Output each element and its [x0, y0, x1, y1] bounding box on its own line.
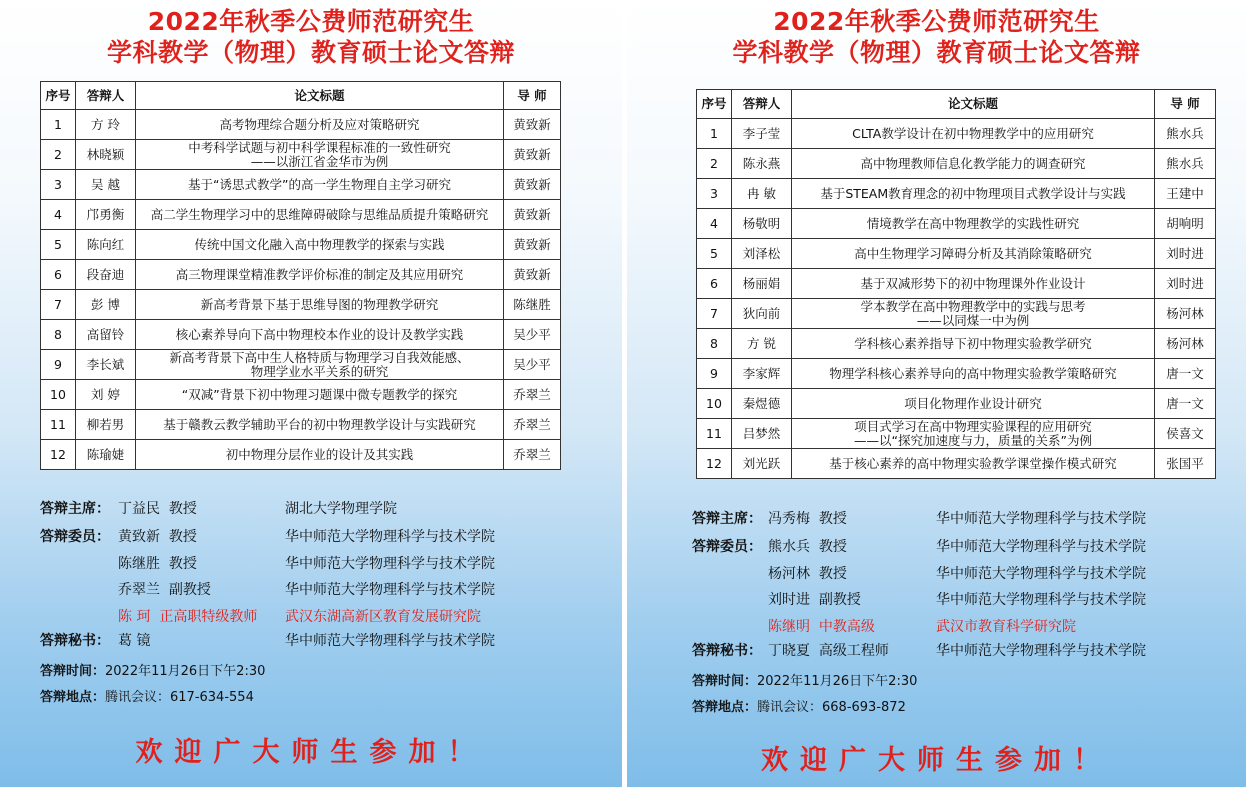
row-number: 11: [41, 410, 76, 440]
advisor-name: 黄致新: [504, 170, 561, 200]
row-number: 7: [41, 290, 76, 320]
member-title: 副教授: [818, 592, 861, 608]
member-name: 陈继胜: [118, 555, 160, 572]
candidate-name: 陈永燕: [732, 149, 792, 179]
advisor-name: 黄致新: [504, 260, 561, 290]
advisor-name: 黄致新: [504, 110, 561, 140]
advisor-name: 黄致新: [504, 230, 561, 260]
table-row: [697, 359, 1216, 389]
member-name-title: [118, 579, 211, 599]
thesis-title-line-1: “双减”背景下初中物理习题课中微专题教学的探究: [181, 386, 458, 402]
candidate-name: 陈向红: [76, 230, 136, 260]
table-row: [697, 269, 1216, 299]
table-body: [41, 110, 561, 470]
row-number: 11: [697, 419, 732, 449]
thesis-title-line-1: 初中物理分层作业的设计及其实践: [225, 446, 414, 462]
member-title: 教授: [168, 555, 197, 572]
secretary-name-title: [768, 640, 889, 660]
candidate-name: 吴 越: [76, 170, 136, 200]
title-line-1: 2022年秋季公费师范研究生: [147, 7, 475, 36]
welcome-text: 欢迎广大师生参加！: [761, 745, 1112, 776]
candidate-name: 吕梦然: [732, 419, 792, 449]
place-row: [692, 696, 906, 715]
member-institution: 华中师范大学物理科学与技术学院: [936, 539, 1146, 555]
place-row: [40, 686, 254, 705]
thesis-title: [136, 260, 504, 290]
table-row: [697, 149, 1216, 179]
candidate-name: 刘泽松: [732, 239, 792, 269]
row-number: 7: [697, 299, 732, 329]
thesis-title: [792, 359, 1155, 389]
time-value: 2022年11月26日下午2:30: [105, 664, 266, 679]
table-row: [41, 260, 561, 290]
thesis-title: [136, 110, 504, 140]
candidate-name: 刘 婷: [76, 380, 136, 410]
advisor-name: 杨河林: [1155, 329, 1216, 359]
member-name-title: [118, 526, 197, 546]
thesis-title-line-2: 物理学业水平关系的研究: [250, 363, 389, 379]
member-name: 黄致新: [118, 529, 160, 545]
advisor-name: 乔翠兰: [504, 440, 561, 470]
thesis-title: [136, 170, 504, 200]
title-line-1: 2022年秋季公费师范研究生: [773, 7, 1100, 36]
chair-name-title: [118, 498, 197, 518]
member-institution: 武汉市教育科学研究院: [936, 618, 1076, 635]
thesis-title-line-2: ——以同煤一中为例: [916, 312, 1030, 328]
advisor-name: 乔翠兰: [504, 380, 561, 410]
time-value: 2022年11月26日下午2:30: [757, 674, 918, 689]
thesis-title-line-1: 高二学生物理学习中的思维障碍破除与思维品质提升策略研究: [150, 206, 489, 222]
table-row: [41, 440, 561, 470]
candidate-name: 狄向前: [732, 299, 792, 329]
table-row: [41, 140, 561, 170]
advisor-name: 侯喜文: [1155, 419, 1216, 449]
table-row: [697, 389, 1216, 419]
members-label: 答辩委员：: [40, 529, 110, 545]
row-number: 9: [697, 359, 732, 389]
member-name-title: [768, 616, 875, 636]
candidate-name: 秦煜德: [732, 389, 792, 419]
candidate-name: 彭 博: [76, 290, 136, 320]
thesis-title-line-1: 学科核心素养指导下初中物理实验教学研究: [854, 335, 1092, 351]
table-header-row: [697, 90, 1216, 119]
thesis-title: [792, 179, 1155, 209]
thesis-title-line-1: 项目式学习在高中物理实验课程的应用研究: [854, 418, 1092, 434]
secretary-name: 丁晓夏: [768, 643, 810, 659]
member-name: 杨河林: [768, 565, 810, 582]
candidate-name: 杨敬明: [732, 209, 792, 239]
thesis-title: [136, 410, 504, 440]
candidate-name: 柳若男: [76, 410, 136, 440]
member-name: 熊水兵: [768, 539, 810, 555]
table-row: [697, 119, 1216, 149]
table-row: [41, 380, 561, 410]
chair-row: [692, 508, 762, 528]
advisor-name: 张国平: [1155, 449, 1216, 479]
member-title: 副教授: [168, 582, 211, 598]
thesis-title-line-1: 高中生物理学习障碍分析及其消除策略研究: [854, 245, 1092, 261]
table-row: [697, 209, 1216, 239]
member-name-title: [768, 563, 847, 583]
place-label: 答辩地点：: [40, 690, 106, 705]
thesis-title: [136, 440, 504, 470]
advisor-name: 吴少平: [504, 320, 561, 350]
member-name: 刘时进: [768, 592, 810, 608]
member-institution: 华中师范大学物理科学与技术学院: [936, 565, 1146, 582]
row-number: 8: [697, 329, 732, 359]
table-row: [697, 299, 1216, 329]
table-row: [697, 179, 1216, 209]
member-name: 陈继明: [768, 618, 810, 635]
advisor-name: 刘时进: [1155, 269, 1216, 299]
table-row: [41, 230, 561, 260]
candidate-name: 李长斌: [76, 350, 136, 380]
thesis-title: [792, 449, 1155, 479]
candidate-name: 高留铃: [76, 320, 136, 350]
thesis-title: [792, 269, 1155, 299]
thesis-title-line-1: 高考物理综合题分析及应对策略研究: [219, 116, 420, 132]
thesis-title: [792, 329, 1155, 359]
member-institution: 华中师范大学物理科学与技术学院: [285, 529, 495, 545]
time-label: 答辩时间：: [692, 674, 758, 689]
chair-title: 教授: [818, 511, 847, 527]
advisor-name: 陈继胜: [504, 290, 561, 320]
member-title: 中教高级: [818, 618, 875, 635]
thesis-title-line-1: 基于双减形势下的初中物理课外作业设计: [860, 275, 1086, 291]
advisor-name: 唐一文: [1155, 389, 1216, 419]
chair-inst: 华中师范大学物理科学与技术学院: [936, 511, 1146, 527]
thesis-title-line-1: 中考科学试题与初中科学课程标准的一致性研究: [188, 139, 451, 155]
chair-row: [40, 498, 110, 518]
thesis-title-line-1: 高中物理教师信息化教学能力的调查研究: [860, 155, 1086, 171]
header-advisor: 导 师: [1155, 90, 1216, 119]
row-number: 9: [41, 350, 76, 380]
thesis-title-line-1: 物理学科核心素养导向的高中物理实验教学策略研究: [829, 365, 1117, 381]
row-number: 6: [41, 260, 76, 290]
candidate-name: 刘光跃: [732, 449, 792, 479]
header-title: 论文标题: [136, 82, 504, 110]
thesis-title: [136, 380, 504, 410]
thesis-title: [792, 149, 1155, 179]
header-title: 论文标题: [792, 90, 1155, 119]
row-number: 5: [697, 239, 732, 269]
poster-left: [0, 0, 622, 787]
thesis-title-line-2: ——以“探究加速度与力，质量的关系”为例: [854, 432, 1092, 448]
advisor-name: 刘时进: [1155, 239, 1216, 269]
thesis-title: [792, 119, 1155, 149]
row-number: 4: [697, 209, 732, 239]
row-number: 10: [41, 380, 76, 410]
table-row: [697, 449, 1216, 479]
thesis-title-line-1: 项目化物理作业设计研究: [904, 395, 1042, 411]
candidate-name: 冉 敏: [732, 179, 792, 209]
thesis-title: [792, 419, 1155, 449]
thesis-title: [136, 230, 504, 260]
table-row: [41, 200, 561, 230]
row-number: 12: [41, 440, 76, 470]
row-number: 6: [697, 269, 732, 299]
secretary-label: 答辩秘书：: [40, 633, 110, 649]
member-institution: 华中师范大学物理科学与技术学院: [285, 582, 495, 598]
header-advisor: 导 师: [504, 82, 561, 110]
member-title: 教授: [818, 539, 847, 555]
thesis-title: [136, 350, 504, 380]
thesis-title-line-1: 基于赣教云教学辅助平台的初中物理教学设计与实践研究: [163, 416, 476, 432]
header-no: 序号: [697, 90, 732, 119]
thesis-title-line-1: 核心素养导向下高中物理校本作业的设计及教学实践: [175, 326, 464, 342]
place-label: 答辩地点：: [692, 700, 758, 715]
thesis-title-line-1: CLTA教学设计在初中物理教学中的应用研究: [852, 125, 1094, 141]
thesis-title-line-2: ——以浙江省金华市为例: [250, 153, 389, 169]
candidate-name: 陈瑜婕: [76, 440, 136, 470]
candidate-name: 邝勇衡: [76, 200, 136, 230]
secretary-title: 高级工程师: [818, 643, 889, 659]
header-candidate: 答辩人: [732, 90, 792, 119]
candidate-name: 李子莹: [732, 119, 792, 149]
table-row: [41, 320, 561, 350]
row-number: 1: [697, 119, 732, 149]
thesis-title: [792, 239, 1155, 269]
chair-title: 教授: [168, 501, 197, 517]
thesis-title: [136, 140, 504, 170]
thesis-title-line-1: 情境教学在高中物理教学的实践性研究: [866, 215, 1080, 231]
place-value: 腾讯会议：617-634-554: [105, 690, 254, 705]
member-title: 正高职特级教师: [159, 608, 258, 625]
thesis-title: [136, 320, 504, 350]
thesis-title: [792, 299, 1155, 329]
advisor-name: 黄致新: [504, 140, 561, 170]
advisor-name: 吴少平: [504, 350, 561, 380]
chair-name: 丁益民: [118, 501, 160, 517]
advisor-name: 熊水兵: [1155, 119, 1216, 149]
member-name: 乔翠兰: [118, 582, 160, 598]
thesis-title-line-1: 新高考背景下基于思维导图的物理教学研究: [200, 296, 439, 312]
chair-label: 答辩主席：: [40, 501, 110, 517]
time-row: [40, 660, 265, 679]
chair-name: 冯秀梅: [768, 511, 810, 527]
thesis-title-line-1: 基于核心素养的高中物理实验教学课堂操作模式研究: [829, 455, 1117, 471]
secretary-inst: 华中师范大学物理科学与技术学院: [285, 633, 495, 649]
advisor-name: 唐一文: [1155, 359, 1216, 389]
thesis-title: [136, 290, 504, 320]
table-row: [697, 419, 1216, 449]
place-value: 腾讯会议：668-693-872: [757, 700, 906, 715]
time-row: [692, 670, 917, 689]
poster-title: [0, 6, 622, 68]
thesis-title: [136, 200, 504, 230]
row-number: 8: [41, 320, 76, 350]
member-name-title: [768, 589, 861, 609]
advisor-name: 黄致新: [504, 200, 561, 230]
secretary-inst: 华中师范大学物理科学与技术学院: [936, 643, 1146, 659]
secretary-label: 答辩秘书：: [692, 643, 762, 659]
member-title: 教授: [818, 565, 847, 582]
thesis-title-line-1: 基于“诱思式教学”的高一学生物理自主学习研究: [188, 176, 451, 192]
defense-table: [40, 81, 561, 470]
table-row: [697, 329, 1216, 359]
member-name: 陈 珂: [118, 608, 151, 625]
advisor-name: 乔翠兰: [504, 410, 561, 440]
secretary-name: 葛 镜: [118, 633, 151, 649]
candidate-name: 段奋迪: [76, 260, 136, 290]
thesis-title-line-1: 学本教学在高中物理教学中的实践与思考: [860, 298, 1086, 314]
candidate-name: 方 玲: [76, 110, 136, 140]
advisor-name: 杨河林: [1155, 299, 1216, 329]
header-no: 序号: [41, 82, 76, 110]
member-name-title: [768, 536, 847, 556]
member-name-title: [118, 553, 197, 573]
welcome-text: 欢迎广大师生参加！: [135, 737, 487, 768]
row-number: 3: [697, 179, 732, 209]
row-number: 12: [697, 449, 732, 479]
title-line-2: 学科教学（物理）教育硕士论文答辩: [106, 38, 515, 67]
candidate-name: 林晓颖: [76, 140, 136, 170]
row-number: 5: [41, 230, 76, 260]
row-number: 1: [41, 110, 76, 140]
table-row: [41, 410, 561, 440]
member-title: 教授: [168, 529, 197, 545]
title-line-2: 学科教学（物理）教育硕士论文答辩: [732, 38, 1141, 67]
table-row: [41, 290, 561, 320]
thesis-title-line-1: 新高考背景下高中生人格特质与物理学习自我效能感、: [169, 349, 470, 365]
chair-label: 答辩主席：: [692, 511, 762, 527]
table-row: [697, 239, 1216, 269]
member-institution: 武汉东湖高新区教育发展研究院: [285, 608, 481, 625]
thesis-title-line-1: 传统中国文化融入高中物理教学的探索与实践: [194, 236, 445, 252]
member-institution: 华中师范大学物理科学与技术学院: [936, 592, 1146, 608]
thesis-title: [792, 389, 1155, 419]
members-label: 答辩委员：: [692, 539, 762, 555]
candidate-name: 方 锐: [732, 329, 792, 359]
row-number: 2: [41, 140, 76, 170]
thesis-title-line-1: 基于STEAM教育理念的初中物理项目式教学设计与实践: [820, 185, 1126, 201]
table-body: [697, 119, 1216, 479]
poster-right: [627, 0, 1246, 787]
defense-table: [696, 89, 1216, 479]
thesis-title: [792, 209, 1155, 239]
advisor-name: 熊水兵: [1155, 149, 1216, 179]
row-number: 2: [697, 149, 732, 179]
candidate-name: 李家辉: [732, 359, 792, 389]
row-number: 3: [41, 170, 76, 200]
header-candidate: 答辩人: [76, 82, 136, 110]
table-row: [41, 350, 561, 380]
time-label: 答辩时间：: [40, 664, 106, 679]
member-name-title: [118, 606, 257, 626]
table-row: [41, 110, 561, 140]
table-header-row: [41, 82, 561, 110]
chair-name-title: [768, 508, 847, 528]
row-number: 10: [697, 389, 732, 419]
poster-title: [627, 6, 1246, 68]
candidate-name: 杨丽娟: [732, 269, 792, 299]
row-number: 4: [41, 200, 76, 230]
chair-inst: 湖北大学物理学院: [285, 501, 397, 517]
thesis-title-line-1: 高三物理课堂精准教学评价标准的制定及其应用研究: [175, 266, 464, 282]
member-institution: 华中师范大学物理科学与技术学院: [285, 555, 495, 572]
table-row: [41, 170, 561, 200]
advisor-name: 胡响明: [1155, 209, 1216, 239]
advisor-name: 王建中: [1155, 179, 1216, 209]
